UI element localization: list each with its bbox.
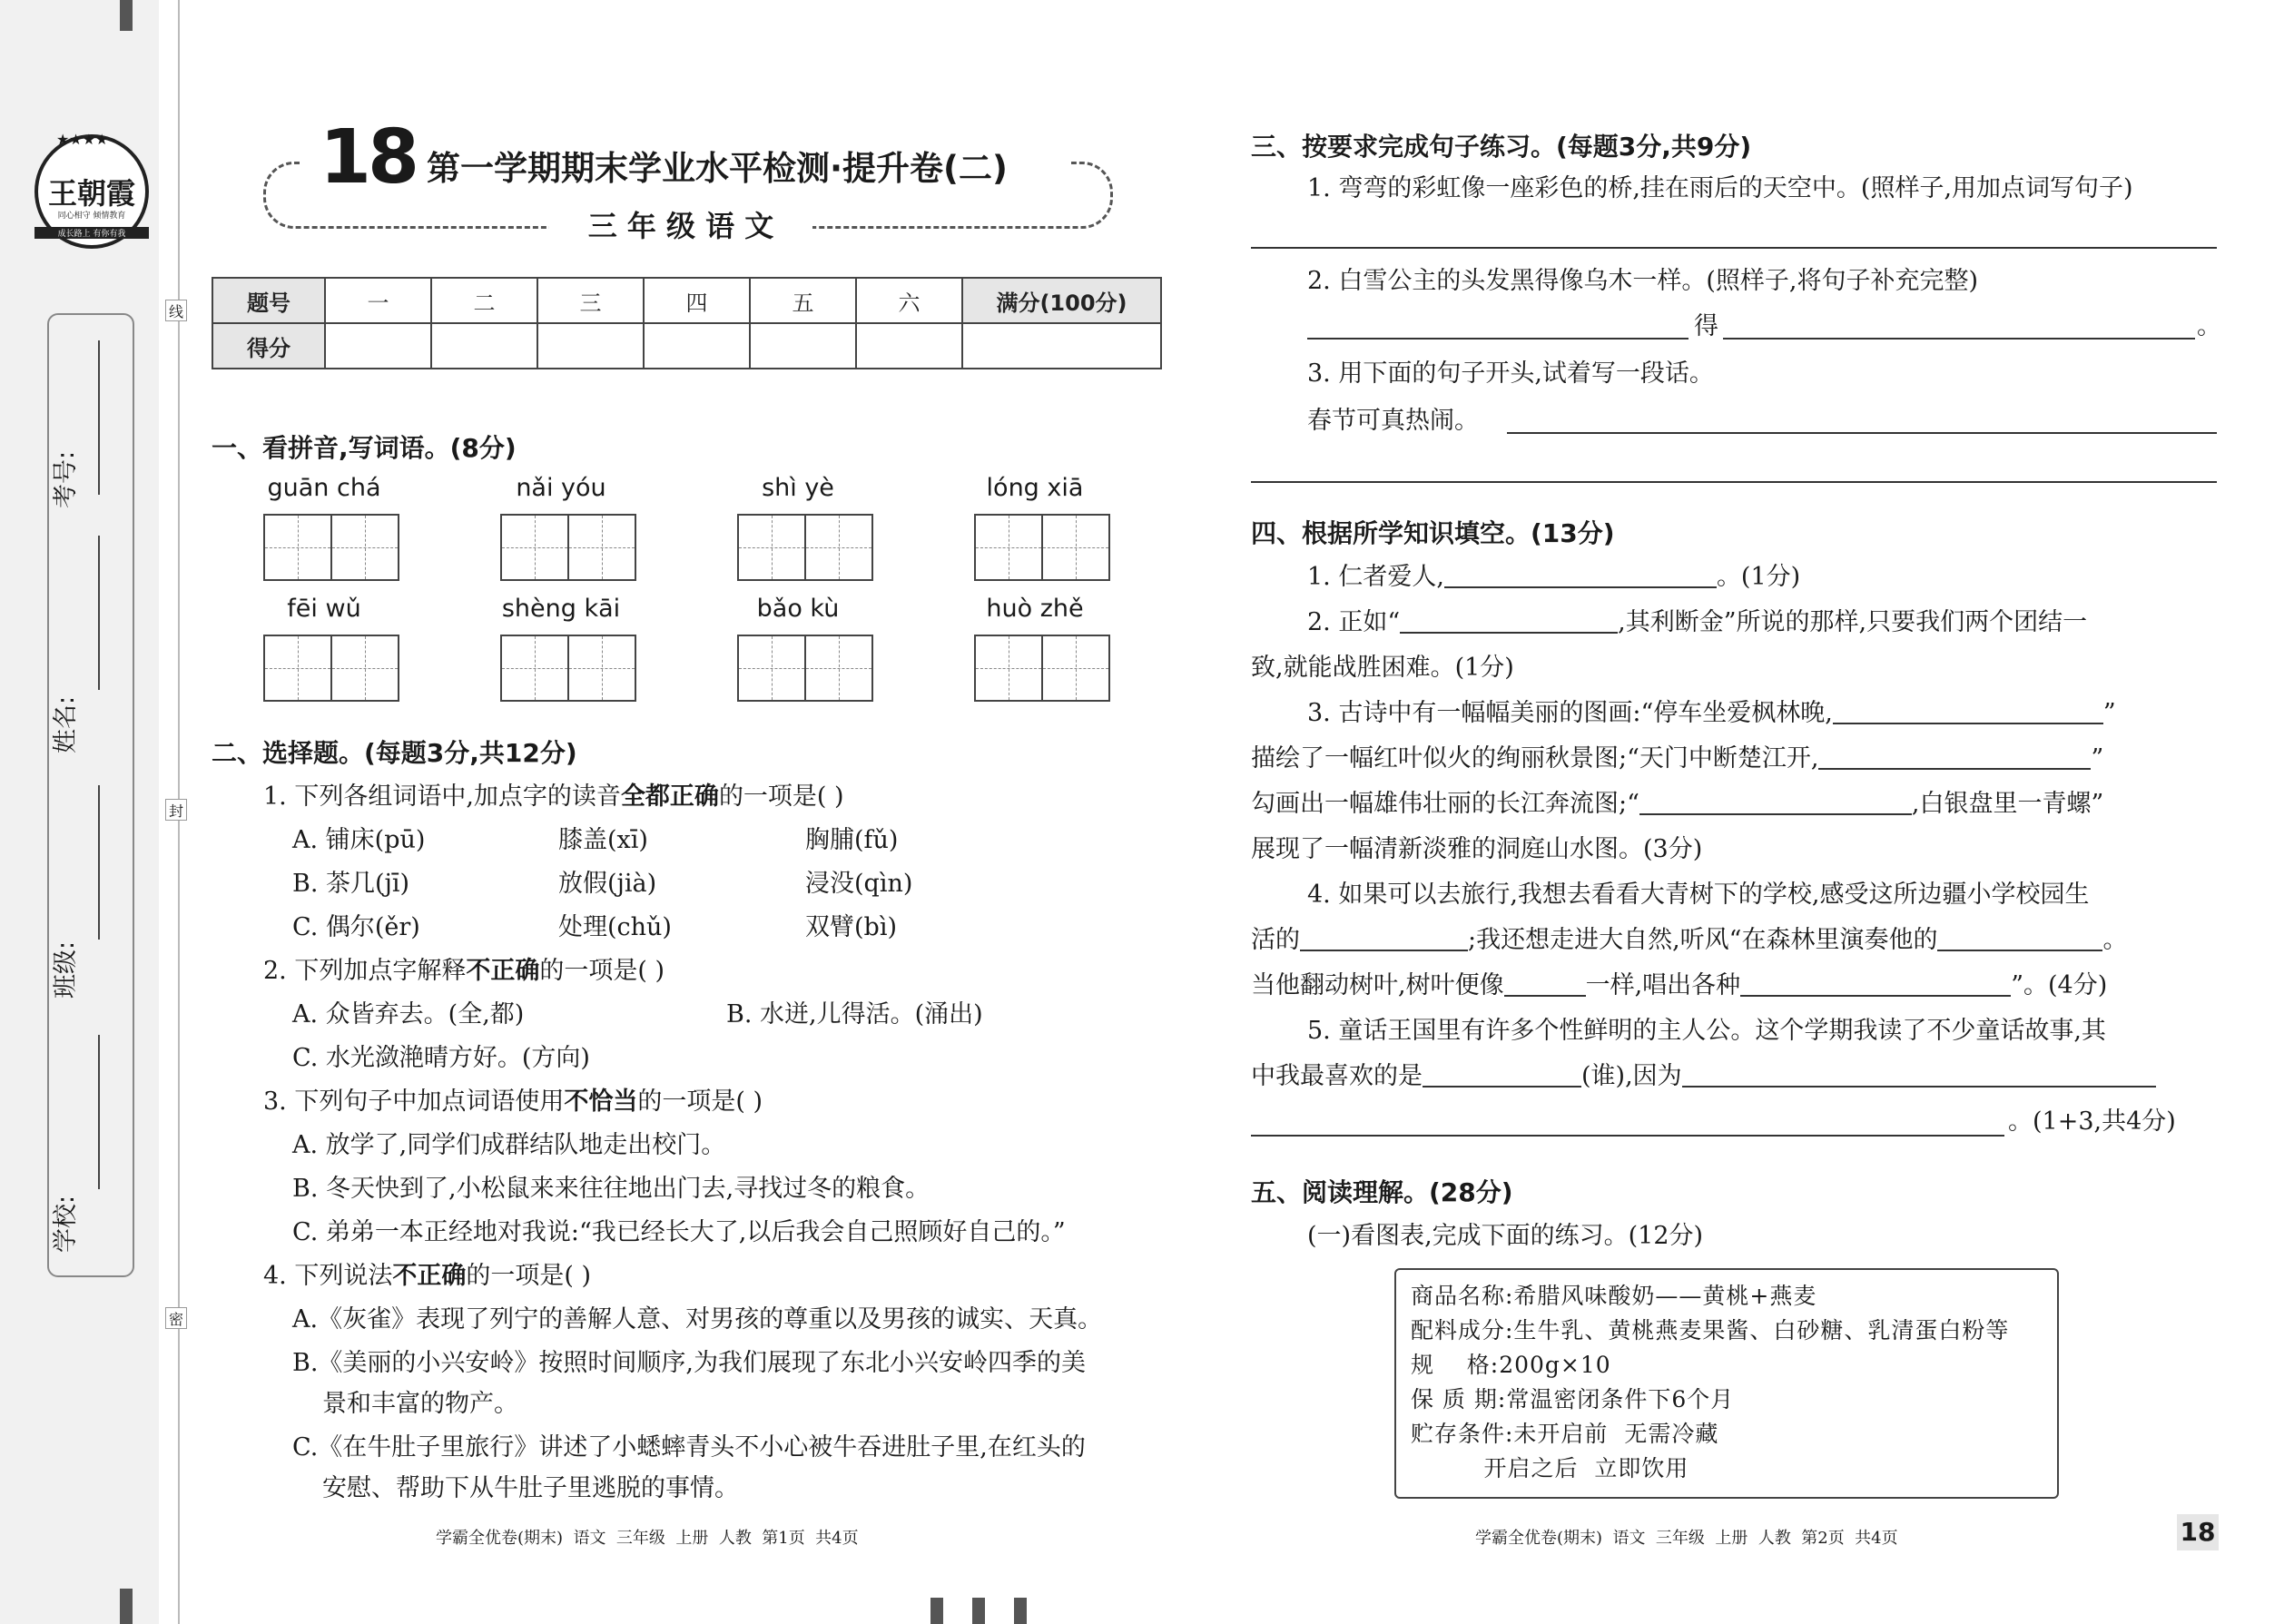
answer-blank[interactable] [1723,338,2195,340]
q4-1-text: 1. 仁者爱人, [1307,563,1444,591]
q4-4: 4. 如果可以去旅行,我想去看看大青树下的学校,感受这所边疆小学校园生 [1307,881,2090,909]
option-b[interactable]: B.《美丽的小兴安岭》按照时间顺序,为我们展现了东北小兴安岭四季的美 [292,1349,1087,1377]
stem-text: 4. 下列说法 [263,1262,393,1290]
product-spec: 规 格:200g×10 [1411,1352,1611,1378]
score-input-cell[interactable] [962,323,1161,369]
pinyin-label: guān chá [267,474,381,502]
q2-3-stem [263,1084,763,1120]
product-ingredients: 配料成分:生牛乳、黄桃燕麦果酱、白砂糖、乳清蛋白粉等 [1411,1317,2010,1343]
section-3-title: 三、按要求完成句子练习。(每题3分,共9分) [1251,132,1752,162]
option-c[interactable]: C.《在牛肚子里旅行》讲述了小蟋蟀青头不小心被牛吞进肚子里,在红头的 [292,1433,1086,1462]
logo-stars: ★★★★ [56,131,109,148]
score-header-cell: 五 [750,278,856,323]
q3-2: 2. 白雪公主的头发黑得像乌木一样。(照样子,将句子补充完整) [1307,267,1978,295]
product-info-box [1394,1268,2059,1499]
product-storage: 贮存条件:未开启前 无需冷藏 [1411,1421,1719,1447]
logo-tagline: 同心相守 倾情教育 [57,212,126,221]
registration-mark-bottom [120,1589,133,1624]
pinyin-label: fēi wǔ [287,595,361,623]
option-a-3: 胸脯(fǔ) [805,826,899,854]
q4-5-line2 [1251,1058,2156,1095]
q4-3-quote: ” [2102,699,2116,727]
score-header-cell: 题号 [212,278,325,323]
score-table [212,277,1162,369]
subject-label: 三 年 级 语 文 [587,209,774,243]
stem-emphasis: 全都正确 [620,782,719,811]
score-header-cell: 三 [537,278,644,323]
q2-4-stem [263,1258,591,1294]
answer-blank[interactable] [1444,561,1717,588]
score-header-cell: 六 [856,278,962,323]
tianzige-box[interactable] [737,514,873,581]
score-input-cell[interactable] [750,323,856,369]
score-table-header-row [212,278,1161,323]
answer-blank[interactable] [1833,697,2103,724]
score-input-cell[interactable] [856,323,962,369]
option-b-2: 放假(jià) [558,870,657,898]
q4-1-score: 。(1分) [1716,563,1801,591]
option-c-cont: 安慰、帮助下从牛肚子里逃脱的事情。 [322,1474,739,1502]
answer-blank[interactable] [1818,743,2091,770]
exam-number-line [98,340,100,495]
product-shelf-life: 保 质 期:常温密闭条件下6个月 [1411,1386,1735,1412]
q4-3-text: ,白银盘里一青螺” [1911,790,2104,818]
tianzige-box[interactable] [737,635,873,702]
pinyin-label: bǎo kù [756,595,840,623]
q4-3-line3 [1251,786,2103,822]
stem-text: 的一项是( ) [466,1262,591,1290]
q3-3: 3. 用下面的句子开头,试着写一段话。 [1307,359,1714,388]
answer-line[interactable] [1507,432,2217,434]
answer-line[interactable] [1251,481,2217,483]
option-a[interactable]: A. 铺床(pū) [292,826,426,854]
q3-1: 1. 弯弯的彩虹像一座彩色的桥,挂在雨后的天空中。(照样子,用加点词写句子) [1307,174,2133,202]
answer-blank[interactable] [1740,969,2011,997]
tianzige-box[interactable] [500,635,636,702]
q4-4-line2 [1251,922,2127,959]
q4-1 [1307,559,1800,595]
tianzige-box[interactable] [500,514,636,581]
q4-2 [1307,605,2087,641]
class-line [98,785,100,940]
tianzige-box[interactable] [974,514,1110,581]
q4-5-score: 。(1+3,共4分) [2008,1107,2176,1136]
option-b[interactable]: B. 茶几(jī) [292,870,410,898]
answer-blank[interactable] [1300,924,1468,951]
q4-3-quote: ” [2091,744,2104,773]
q4-5-text: (谁),因为 [1581,1062,1682,1090]
publisher-logo [34,131,149,249]
logo-text: 王朝霞 [47,176,135,211]
pinyin-label: lóng xiā [986,474,1084,502]
q4-4-text: ;我还想走进大自然,听风“在森林里演奏他的 [1468,926,1938,954]
pinyin-label: shì yè [762,474,834,502]
score-input-cell[interactable] [431,323,537,369]
option-b[interactable]: B. 水迸,儿得活。(涌出) [726,1000,983,1029]
q2-2-stem [263,953,665,989]
exam-number-label: 考号: [52,450,80,508]
answer-blank[interactable] [1682,1060,2156,1088]
school-label: 学校: [52,1195,80,1253]
stem-emphasis: 不正确 [392,1262,467,1290]
q4-4-text: 活的 [1251,926,1300,954]
stem-emphasis: 不恰当 [564,1088,638,1116]
option-b-3: 浸没(qìn) [805,870,913,898]
q4-3 [1307,695,2116,732]
q4-4-text: 一样,唱出各种 [1585,971,1741,999]
page-title: 第一学期期末学业水平检测·提升卷(二) [427,149,1008,188]
pinyin-label: nǎi yóu [516,474,606,502]
seal-mark-feng: 封 [165,799,187,821]
score-header-cell: 满分(100分) [962,278,1161,323]
q2-1-stem [263,779,844,815]
q4-5: 5. 童话王国里有许多个性鲜明的主人公。这个学期我读了不少童话故事,其 [1307,1017,2106,1045]
score-table-score-row [212,323,1161,369]
option-c-3: 双臂(bì) [805,913,897,941]
q4-4-text: 。 [2102,926,2128,954]
q4-3-text: 描绘了一幅红叶似火的绚丽秋景图;“天门中断楚江开, [1251,744,1819,773]
registration-mark-top [120,0,133,31]
score-input-cell[interactable] [537,323,644,369]
q3-3-start: 春节可真热闹。 [1307,407,1479,435]
product-name: 商品名称:希腊风味酸奶——黄桃+燕麦 [1411,1283,1817,1309]
paper-number: 18 [320,114,417,201]
q3-2-de: 得 [1694,312,1718,340]
answer-line[interactable] [1251,1135,2004,1137]
score-input-cell[interactable] [644,323,750,369]
q4-4-text: 当他翻动树叶,树叶便像 [1251,971,1504,999]
q4-3-text: 3. 古诗中有一幅幅美丽的图画:“停车坐爱枫林晚, [1307,699,1833,727]
section-2-title: 二、选择题。(每题3分,共12分) [212,738,577,768]
stem-text: 2. 下列加点字解释 [263,957,467,985]
option-c[interactable]: C. 弟弟一本正经地对我说:“我已经长大了,以后我会自己照顾好自己的。” [292,1218,1066,1246]
score-header-cell: 二 [431,278,537,323]
answer-blank[interactable] [1423,1060,1581,1088]
q3-2-end: 。 [2197,312,2221,340]
reading-1-title: (一)看图表,完成下面的练习。(12分) [1307,1222,1704,1250]
tianzige-box[interactable] [263,514,399,581]
footer-left: 学霸全优卷(期末) 语文 三年级 上册 人教 第1页 共4页 [436,1529,859,1548]
section-4-title: 四、根据所学知识填空。(13分) [1251,518,1615,548]
stem-text: 的一项是( ) [539,957,665,985]
name-label: 姓名: [52,695,80,753]
stem-emphasis: 不正确 [466,957,540,985]
score-header-cell: 四 [644,278,750,323]
score-input-cell[interactable] [325,323,431,369]
q4-4-score: ”。(4分) [2011,971,2108,999]
registration-mark-center [930,1598,1030,1624]
logo-banner: 成长路上 有你有我 [34,227,149,239]
option-b[interactable]: B. 冬天快到了,小松鼠来来往往地出门去,寻找过冬的粮食。 [292,1175,930,1203]
section-5-title: 五、阅读理解。(28分) [1251,1177,1513,1207]
q4-2-text: 2. 正如“ [1307,608,1401,636]
option-c[interactable]: C. 水光潋滟晴方好。(方向) [292,1044,590,1072]
q4-5-text: 中我最喜欢的是 [1251,1062,1423,1090]
tianzige-box[interactable] [974,635,1110,702]
option-a-2: 膝盖(xī) [558,826,648,854]
q4-3-line4: 展现了一幅清新淡雅的洞庭山水图。(3分) [1251,835,1703,863]
option-b-cont: 景和丰富的物产。 [322,1390,518,1418]
answer-blank[interactable] [1639,788,1912,815]
answer-blank[interactable] [1400,606,1618,634]
option-a[interactable]: A. 放学了,同学们成群结队地走出校门。 [292,1131,726,1159]
answer-blank[interactable] [1937,924,2102,951]
q4-3-text: 勾画出一幅雄伟壮丽的长江奔流图;“ [1251,790,1639,818]
pinyin-label: shèng kāi [501,595,621,623]
page-number-badge: 18 [2177,1514,2219,1550]
option-a[interactable]: A. 众皆弃去。(全,都) [292,1000,525,1029]
option-c[interactable]: C. 偶尔(ěr) [292,913,420,941]
school-line [98,1035,100,1189]
tianzige-box[interactable] [263,635,399,702]
stem-text: 的一项是( ) [718,782,844,811]
stem-text: 的一项是( ) [637,1088,763,1116]
answer-line[interactable] [1251,247,2217,249]
seal-mark-mi: 密 [165,1307,187,1329]
q4-3-line2 [1251,741,2103,777]
footer-right: 学霸全优卷(期末) 语文 三年级 上册 人教 第2页 共4页 [1475,1529,1898,1548]
q4-4-line3 [1251,968,2107,1004]
score-header-cell: 一 [325,278,431,323]
section-1-title: 一、看拼音,写词语。(8分) [212,433,517,463]
class-label: 班级: [52,940,80,999]
product-storage-2: 开启之后 立即饮用 [1411,1455,1689,1481]
option-c-2: 处理(chǔ) [558,913,672,941]
answer-blank[interactable] [1504,969,1586,997]
name-line [98,536,100,690]
seal-mark-xian: 线 [165,300,187,321]
answer-blank[interactable] [1307,338,1689,340]
pinyin-label: huò zhě [986,595,1084,623]
score-row-label: 得分 [212,323,325,369]
option-a[interactable]: A.《灰雀》表现了列宁的善解人意、对男孩的尊重以及男孩的诚实、天真。 [292,1305,1103,1334]
q4-2-cont: 致,就能战胜困难。(1分) [1251,654,1514,682]
stem-text: 1. 下列各组词语中,加点字的读音 [263,782,621,811]
stem-text: 3. 下列句子中加点词语使用 [263,1088,565,1116]
q4-2-text: ,其利断金”所说的那样,只要我们两个团结一 [1618,608,2088,636]
